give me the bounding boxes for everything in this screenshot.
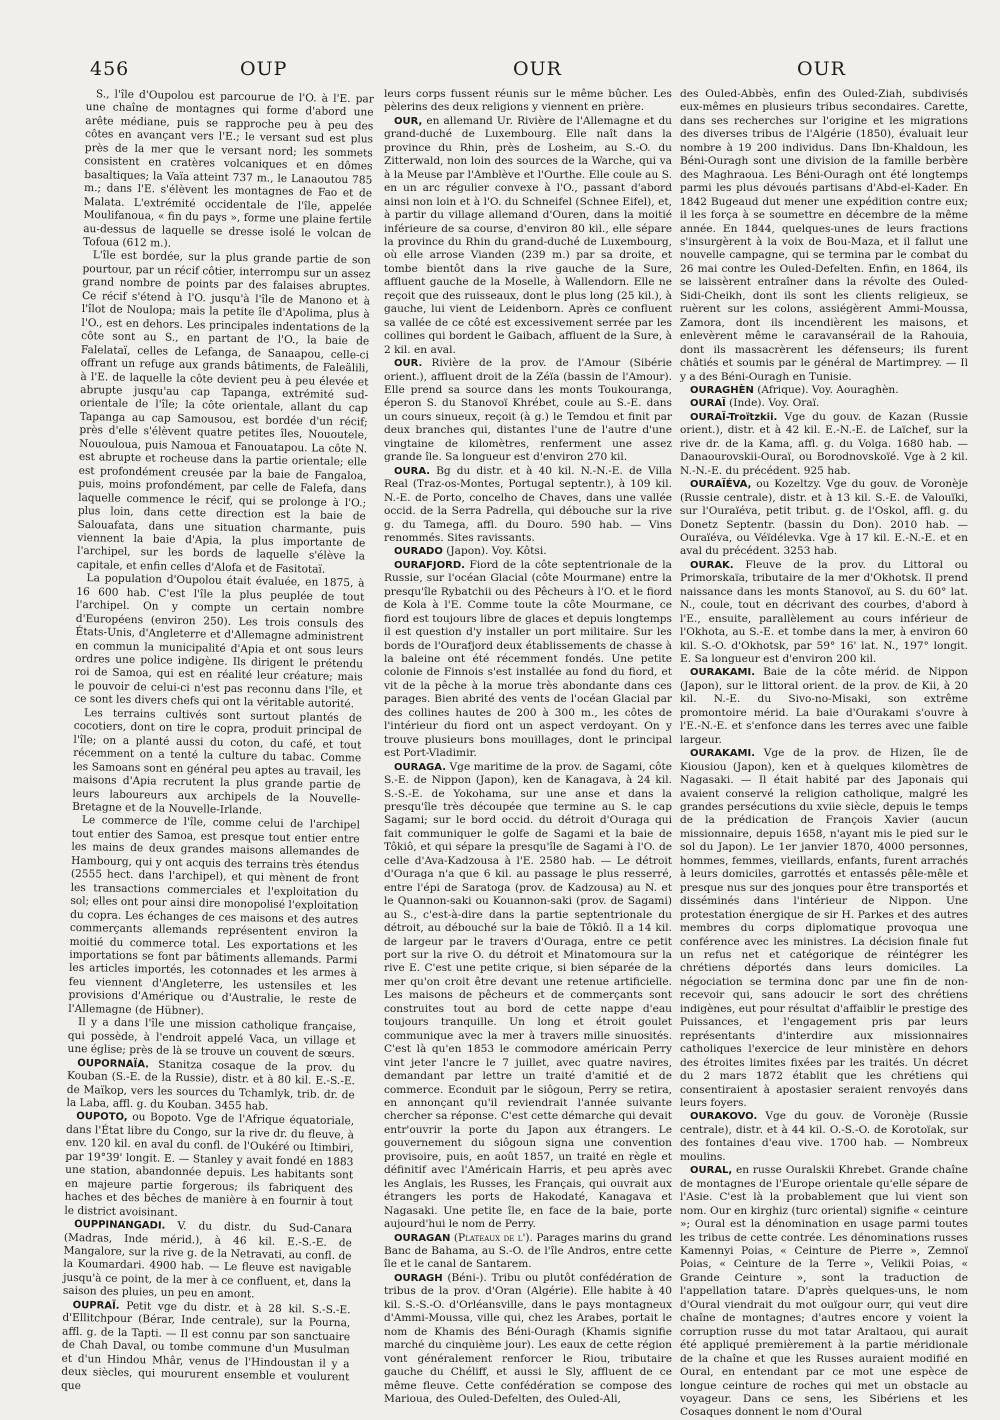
paragraph: S., l'île d'Oupolou est parcourue de l'O. à l'E. par une chaîne de montagnes qui forme d'abord une arête médiane, puis se rapproche peu à peu des côtes en avançant vers l'E.; le versant sud est plus près de la mer que le versant nord; les sommets consistent en cratères volcaniques et en dômes basaltiques; la Vaïa atteint 737 m., le Lanaoutou 785 m.; dans l'E. s'élèvent les montagnes de Fao et de Malata. L'extrémité occidentale de l'île, appelée Moulifanoua, « fin du pays », forme une plaine fertile au-dessus de laquelle se dresse isolé le volcan de Tofoua (612 m.). bbox=[82, 88, 374, 250]
headword: OURAFJORD. bbox=[394, 559, 465, 571]
paragraph: L'île est bordée, sur la plus grande partie de son pourtour, par un récif côtier, interrompu sur un assez grand nombre de points par des falaises abruptes. Ce récif s'étend à l'O. jusqu'à l'île de Manono et à l'îlot de Noulopa; mais la petite île d'Apolima, plus à l'O., est en dehors. Les principales indentations de la côte sont au S., en partant de l'O., la baie de Falelataï, celles de Lefanga, de Sanaapou, celle-ci offrant un refuge aux grands bâtiments, de Faleälili, à l'E. de laquelle la côte devient peu à peu élevée et abrupte jusqu'au cap Tapanga, extrémité sud-orientale de l'île; la côte orientale, allant du cap Tapanga au cap Samousou, est bordée d'un récif; près d'elle s'élèvent quatre petites îles, Nououtele, Nououloua, puis Namoua et Fanouatapou. La côte N. est abrupte et rocheuse dans la partie orientale; elle est profondément creusée par la baie de Fangaloa, puis, moins profondément, par celle de Falefa, dans laquelle commence le récif, qui se prolonge à l'O.; plus loin, dans cette direction est la baie de Salouafata, dans une situation charmante, puis viennent la baie d'Apia, la plus importante de l'archipel, sur les bords de laquelle s'élève la capitale, et enfin celles d'Alofa et de Fasitotaï. bbox=[76, 249, 371, 576]
entry-oural bbox=[680, 1164, 968, 1420]
entry-text: Bg du distr. et à 40 kil. N.-N.-E. de Villa Real (Traz-os-Montes, Portugal septentr.), à 109 kil. N.-E. de Porto, concelho de Chaves, dans une vallée occid. de la Serra Padrella, qui débouche sur la rive g. du Tamega, affl. du Douro. 590 hab. — Vins renommés. Sites ravissants. bbox=[384, 464, 672, 544]
entry-ouppinangadi bbox=[63, 1218, 352, 1304]
entry-text: Fleuve de la prov. du Littoral ou Primorskaïa, tributaire de la mer d'Okhotsk. Il prend naissance dans les monts Stanovoï, au S. du 60° lat. N., coule, tout en décrivant des courbes, d'abord à l'E., ensuite, parallèlement au cours inférieur de l'Okhota, au S.-E. et tombe dans la mer, à environ 60 kil. S.-O. d'Okhotsk, par 59° 16' lat. N., 197° longit. E. Sa longueur est d'environ 200 kil. bbox=[680, 558, 968, 666]
running-header bbox=[90, 58, 970, 86]
entry-text: ou Bopoto. Vge de l'Afrique équatoriale, dans l'État libre du Congo, sur la rive dr. du fleuve, à env. 120 kil. en aval du confl. de l'Oukéré ou Itimbiri, par 19°39' longit. E. — Stanley y avait fondé en 1883 une station, abandonnée depuis. Les habitants sont en majeure partie forgerous; ils fabriquent des haches et des bêches de manière à en fournir à tout le district avoisinant. bbox=[64, 1111, 355, 1219]
paragraph: leurs corps fussent réunis sur le même bûcher. Les pèlerins des deux religions y viennent en prière. bbox=[384, 88, 672, 114]
entry-our-luxembourg bbox=[384, 115, 672, 357]
headword: OURAÏÉVA, bbox=[690, 479, 752, 491]
paragraph: Le commerce de l'île, comme celui de l'archipel tout entier des Samoa, est presque tout entier entre les mains de deux grandes maisons allemandes de Hambourg, qui y ont acquis des terrains très étendus (2555 hect. dans l'archipel), et qui mènent de front les transactions commerciales et l'exploitation du sol; elles ont pour ainsi dire monopolisé l'exploitation du copra. Les échanges de ces maisons et des autres commerçants allemands représentent environ la moitié du commerce total. Les exportations et les importations se font par bâtiments allemands. Parmi les articles importés, les cotonnades et les armes à feu viennent d'Angleterre, les ustensiles et les provisions d'Amérique ou d'Australie, le reste de l'Allemagne (de Hübner). bbox=[68, 814, 361, 1018]
entry-text: (Afrique). Voy. Aouraghèn. bbox=[757, 383, 899, 396]
headword-qualifier: (Béni-). bbox=[447, 1271, 487, 1284]
entry-oupoto bbox=[64, 1110, 354, 1223]
column-right bbox=[680, 88, 968, 1419]
entry-text: Parages marins du grand Banc de Bahama, au S.-O. de l'île Andros, entre cette île et le canal de Santarem. bbox=[384, 1231, 672, 1271]
headword: OUR, bbox=[394, 115, 423, 127]
header-word-right: OUR bbox=[797, 58, 846, 80]
headword: OURADO bbox=[394, 546, 443, 558]
entry-ouprai bbox=[61, 1299, 351, 1399]
column-left bbox=[60, 88, 374, 1392]
entry-ourakovo bbox=[680, 1110, 968, 1164]
entry-ourado bbox=[384, 545, 672, 558]
entry-ourak bbox=[680, 559, 968, 667]
header-word-center: OUR bbox=[513, 58, 562, 80]
entry-text: Vge du gouv. de Voronèje (Russie centrale), distr. et à 44 kil. O.-S.-O. de Korotoïak, sur des fontaines d'eau vive. 1700 hab. — Nombreux moulins. bbox=[680, 1110, 968, 1163]
entry-ourafjord bbox=[384, 559, 672, 761]
headword: OUR. bbox=[394, 358, 423, 370]
headword: OURAK. bbox=[690, 559, 734, 571]
headword: OURAL, bbox=[690, 1165, 733, 1177]
entry-text: Fiord de la côte septentrionale de la Russie, sur l'océan Glacial (côte Mourmane) entre la presqu'île Rybatchii ou des Pêcheurs à l'O. et le fiord de Kola à l'E. Comme toute la côte Mourmane, ce fiord est toujours libre de glaces et depuis longtemps il est question d'y installer un port militaire. Sur les bords de l'Ourafjord deux établissements de chasse à la baleine ont été récemment fondés. Une petite colonie de Finnois s'est installée au fond du fiord, et vit de la pêche à la morue très abondante dans ces parages. Bien abrité des vents de l'océan Glacial par des collines hautes de 200 à 300 m., les côtes de l'intérieur du fiord ont un aspect verdoyant. On y trouve plusieurs bons mouillages, dont le principal est Port-Vladimir. bbox=[384, 558, 672, 760]
entry-text: Petit vge du distr. et à 28 kil. S.-S.-E. d'Ellitchpour (Bérar, Inde centrale), sur la Pourna, affl. g. de la Tapti. — Il est connu par son sanctuaire de Chah Daval, ou tombe commune d'un Musulman et d'un Hindou Mhâr, venus de l'Hindoustan il y a deux siècles, qui moururent ensemble et voulurent que bbox=[60, 1299, 351, 1392]
headword: OURAGH bbox=[394, 1272, 443, 1284]
entry-text: Rivière de la prov. de l'Amour (Sibérie orient.), affluent droit de la Zéïa (bassin de l'Amour). Elle prend sa source dans les monts Toukouranga, éperon S. du Stanovoï Khrébet, coule au S.-E. dans un cours sinueux, reçoit (à g.) le Temdou et finit par deux branches qui, distantes l'une de l'autre d'une vingtaine de kilomètres, renferment une assez grande île. Sa longueur est d'environ 270 kil. bbox=[384, 357, 672, 464]
entry-ouraga bbox=[384, 761, 672, 1232]
entry-text: ou Kozeltzy. Vge du gouv. de Voronèje (Russie centrale), distr. et à 13 kil. S.-E. de Valouïki, sur l'Ouraïéva, petit tribut. g. de l'Oskol, affl. g. du Donetz Septentr. (bassin du Don). 2010 hab. — Ouraïéva, ou Véïdélevka. Vge à 17 kil. E.-N.-E. et en aval du précédent. 3253 hab. bbox=[680, 478, 968, 558]
headword: OUPPINANGADI. bbox=[74, 1219, 166, 1232]
entry-text: Vge maritime de la prov. de Sagami, côte S.-E. de Nippon (Japon), ken de Kanagava, à 24 kil. S.-S.-E. de Yokohama, sur une anse et dans la presqu'île très découpée que termine au S. le cap Sagami; sur le bord occid. du détroit d'Ouraga qui fait communiquer le golfe de Sagami et la baie de Tôkiô, et qui sépare la presqu'île de Sagami à l'O. de celle d'Ava-Kadzousa à l'E. 2580 hab. — Le détroit d'Ouraga n'a que 6 kil. au passage le plus resserré, entre l'épi de Saratoga (prov. de Kadzousa) au N. et le Quannon-saki ou Kouannon-saki (prov. de Sagami) au S., c'est-à-dire dans la partie septentrionale du détroit, au débouché sur la baie de Tôkiô. Il a 14 kil. de largeur par le travers d'Ouraga, entre ce petit port sur la rive O. du détroit et Minatomoura sur la rive E. C'est une petite crique, si bien séparée de la mer qu'on croit être devant une retenue artificielle. Les maisons de pêcheurs et de commerçants sont construites tout au bord de cette nappe d'eau toujours tranquille. Un long et étroit goulet communique avec la mer à travers mille sinuosités. C'est là qu'en 1853 le commodore américain Perry vint jeter l'ancre le 7 juillet, avec quatre navires, demandant par lettre un traité d'amitié et de commerce. Econduit par le siôgoun, Perry se retira, en annonçant qu'il reviendrait l'année suivante chercher sa réponse. C'est cette démarche qui devait entr'ouvrir la porte du Japon aux étrangers. Le gouvernement du siôgoun signa une convention provisoire, puis, en août 1857, un traité en règle et définitif avec l'Américain Harris, et peu après avec les Anglais, les Russes, les Français, qui ouvrait aux étrangers les ports de Hakodaté, Kanagava et Nagasaki. Une petite île, en face de la baie, porte aujourd'hui le nom de Perry. bbox=[384, 760, 672, 1231]
headword: OURAKAMI. bbox=[690, 748, 756, 760]
entry-ourakami-baie bbox=[680, 666, 968, 747]
header-word-left: OUP bbox=[240, 58, 288, 80]
headword: OURAÏ bbox=[690, 398, 726, 410]
headword: OURA. bbox=[394, 465, 431, 477]
entry-ouraieva bbox=[680, 478, 968, 559]
entry-ouraghen bbox=[680, 384, 968, 397]
headword: OUPOTO, bbox=[76, 1111, 128, 1124]
paragraph: Il y a dans l'île une mission catholique française, qui possède, à l'endroit appelé Vaca, un village et une église; près de là se trouve un couvent de sœurs. bbox=[67, 1016, 357, 1061]
entry-ourai bbox=[680, 397, 968, 410]
headword: OURAÏ-Troïtzkii. bbox=[690, 411, 778, 423]
entry-ourai-troitzkii bbox=[680, 411, 968, 478]
entry-text: V. du distr. du Sud-Canara (Madras, Inde mérid.), à 46 kil. E.-S.-E. de Mangalore, sur la rive g. de la Netravati, au confl. de la Koumardari. 4900 hab. — Le fleuve est navigable jusqu'à ce point, de la mer à ce confluent, et, dans la saison des pluies, un peu en amont. bbox=[62, 1220, 353, 1301]
headword: OURAKOVO. bbox=[690, 1111, 758, 1123]
entry-ouragan bbox=[384, 1232, 672, 1272]
entry-ourakami-vge bbox=[680, 747, 968, 1110]
paragraph: La population d'Oupolou était évaluée, en 1875, à 16 600 hab. C'est l'île la plus peuplée de tout l'archipel. On y compte un certain nombre d'Européens (environ 250). Les trois consuls des États-Unis, d'Angleterre et d'Allemagne administrent en commun la municipalité d'Apia et ont sous leurs ordres une police indigène. Ils dirigent le prétendu roi de Samoa, qui est en réalité leur créature; mais le pouvoir de celui-ci n'est pas reconnu dans l'île, et ce sont les divers chefs qui ont la véritable autorité. bbox=[74, 572, 365, 711]
entry-text: Stanitza cosaque de la prov. du Kouban (S.-E. de la Russie), distr. et à 80 kil. E.-S.-E. de Maïkop, vers les sources du Tchamlyk, trib. dr. de la Laba, affl. g. du Kouban. 3455 hab. bbox=[66, 1058, 356, 1113]
entry-our-siberie bbox=[384, 357, 672, 465]
headword: OURAGHÈN bbox=[690, 384, 754, 396]
page-number: 456 bbox=[90, 58, 130, 80]
entry-text: (Inde). Voy. Oraï. bbox=[729, 397, 820, 410]
entry-text: (Japon). Voy. Kôtsi. bbox=[446, 545, 547, 558]
paragraph: des Ouled-Abbès, enfin des Ouled-Ziah, subdivisés eux-mêmes en plusieurs tribus secondaires. Carette, dans ses recherches sur l'origine et les migrations des diverses tribus de l'Algérie (1850), évaluait leur nombre à 19 200 individus. Dans Ibn-Khaldoun, les Béni-Ouragh sont une division de la famille berbère des Maghraoua. Les Béni-Ouragh ont été longtemps parmi les plus dévoués partisans d'Abd-el-Kader. En 1842 Bugeaud dut mener une expédition contre eux; il les força à se soumettre en décembre de la même année. En 1844, quelques-unes de leurs fractions s'insurgèrent à la voix de Bou-Maza, et il fallut une nouvelle campagne, qui se termina par le combat du 26 mai contre les Ouled-Defelten. Enfin, en 1864, ils se laissèrent entraîner dans la révolte des Ouled-Sidi-Cheikh, dont ils sont les clients religieux, se ruèrent sur les colons, assiégèrent Ammi-Moussa, Zamora, dont ils incendièrent les maisons, et enlevèrent même le caravansérail de la Rahouia, dont ils massacrèrent les défenseurs; ils furent châtiés et soumis par le général de Martimprey. — Il y a des Béni-Ouragh en Tunisie. bbox=[680, 88, 968, 383]
entry-ouragh bbox=[384, 1272, 672, 1407]
entry-text: en russe Ouralskii Khrebet. Grande chaîne de montagnes de l'Europe orientale qu'elle sépare de l'Asie. C'est là la probablement que lui vient son nom. Our en kirghiz (turc oriental) signifie « ceinture »; Oural est la dénomination en usage parmi toutes les tribus de cette contrée. Les dénominations russes Kamennyi Poias, « Ceinture de Pierre », Zemnoï Poias, « Ceinture de la Terre », Velikii Poias, « Grande Ceinture », sont la traduction de l'appellation tatare. D'après quelques-uns, le nom d'Oural viendrait du mot ouïgour ourr, qui veut dire chaîne de montagnes; d'autres encore y voient la corruption russe du mot tatar Araltaou, qui aurait été appliqué premièrement à la partie méridionale de la chaîne et que les Russes auraient modifié en Oural, en entendant par ce mot une espèce de longue ceinture de roches qui met un obstacle au voyageur. Dans ce sens, les Sibériens et les Cosaques donnent le nom d'Oural bbox=[680, 1164, 968, 1419]
headword-qualifier: (Plateaux de l'). bbox=[453, 1231, 533, 1244]
headword: OUPRAÏ. bbox=[72, 1299, 120, 1312]
paragraph: Les terrains cultivés sont surtout plantés de cocotiers, dont on tire le copra, produit principal de l'île; on a planté aussi du coton, du café, et tout récemment on a tenté la culture du tabac. Comme les Samoans sont en général peu aptes au travail, les maisons d'Apia recrutent la plus grande partie de leurs laboureurs aux archipels de la Nouvelle-Bretagne et de la Nouvelle-Irlande. bbox=[72, 706, 363, 817]
column-middle bbox=[384, 88, 672, 1405]
entry-text: Vge du gouv. de Kazan (Russie orient.), distr. et à 42 kil. E.-N.-E. de Laïchef, sur la rive dr. de la Kama, affl. g. du Volga. 1680 hab. — Danaourovskii-Ouraï, ou Borodnovskoïé. Vge à 2 kil. N.-N.-E. du précédent. 925 hab. bbox=[680, 410, 968, 477]
entry-text: Baie de la côte mérid. de Nippon (Japon), sur le littoral orient. de la prov. de Kii, à 20 kil. N.-E. du Sivo-no-Misaki, son extrême promontoire mérid. La baie d'Ourakami s'ouvre à l'E.-N.-E. et s'enfonce dans les terres avec une faible largeur. bbox=[680, 666, 968, 746]
headword: OURAGAN bbox=[394, 1232, 451, 1244]
entry-text: Tribu ou plutôt confédération de tribus de la prov. d'Oran (Algérie). Elle habite à 40 kil. S.-S.-O. d'Orléansville, dans le pays montagneux d'Ammi-Moussa, ville qui, chez les Arabes, portait le nom de Khamis des Béni-Ouragh (Khamis signifie marché du cinquième jour). Les eaux de cette région vont généralement renforcer le Riou, tributaire gauche du Chéliff, et aussi le Sly, affluent de ce même fleuve. Cette confédération se compose des Marioua, des Ouled-Defelten, des Ouled-Ali, bbox=[384, 1271, 672, 1405]
entry-text: Vge de la prov. de Hizen, île de Kiousiou (Japon), ken et à quelques kilomètres de Nagasaki. — Il était habité par des Japonais qui avaient conservé la religion catholique, malgré les grandes persécutions du xviie siècle, depuis le temps de la prédication de François Xavier (aucun missionnaire, depuis 1658, n'ayant mis le pied sur le sol du Japon). Le 1er janvier 1870, 4000 personnes, hommes, femmes, vieillards, enfants, furent arrachés à leurs domiciles, garrottés et entassés pêle-mêle et presque nus sur des jonques pour être transportés et disséminés dans l'intérieur de Nippon. Une protestation énergique de sir H. Parkes et des autres membres du corps diplomatique provoqua une conférence avec les ministres. La décision finale fut un refus net et catégorique de réintégrer les chrétiens déportés dans leurs domiciles. La négociation se termina donc par une fin de non-recevoir qui, sans adoucir le sort des chrétiens indigènes, eut pour résultat d'affaiblir le prestige des Puissances, et l'engagement pris par leurs représentants d'interdire aux missionnaires catholiques l'exercice de leur ministère en dehors des étroites limites fixées par les traités. Un décret du 2 mars 1872 établit que les chrétiens qui consentiraient à apostasier seraient renvoyés dans leurs foyers. bbox=[680, 747, 968, 1109]
entry-oupornaia bbox=[66, 1056, 355, 1115]
entry-text: en allemand Ur. Rivière de l'Allemagne et du grand-duché de Luxembourg. Elle naît dans la province du Rhin, près de Losheim, au S.-O. du Zitterwald, non loin des sources de la Warche, qui va à la Meuse par l'Amblève et l'Ourthe. Elle coule au S. en un arc régulier convexe à l'O., passant d'abord ainsi non loin et à l'O. du Schneifel (Schnee Eifel), et, à partir du village allemand d'Ouren, dans la moitié inférieure de sa course, d'environ 80 kil., elle sépare la province du Rhin du grand-duché de Luxembourg, où elle arrose Vianden (239 m.) par sa droite, et tombe bientôt dans la rive gauche de la Sure, affluent gauche de la Moselle, à Wallendorn. Elle ne reçoit que des ruisseaux, dont le plus long (25 kil.), à gauche, lui vient de Leidenborn. Après ce confluent sa vallée de ce côté est excessivement serrée par les collines qui bordent le Gaibach, affluent de la Sure, à 2 kil. en aval. bbox=[384, 114, 672, 356]
headword: OURAKAMI. bbox=[690, 667, 756, 679]
headword: OUPORNAÏA. bbox=[77, 1057, 150, 1071]
headword: OURAGA. bbox=[394, 761, 446, 773]
entry-oura bbox=[384, 465, 672, 546]
